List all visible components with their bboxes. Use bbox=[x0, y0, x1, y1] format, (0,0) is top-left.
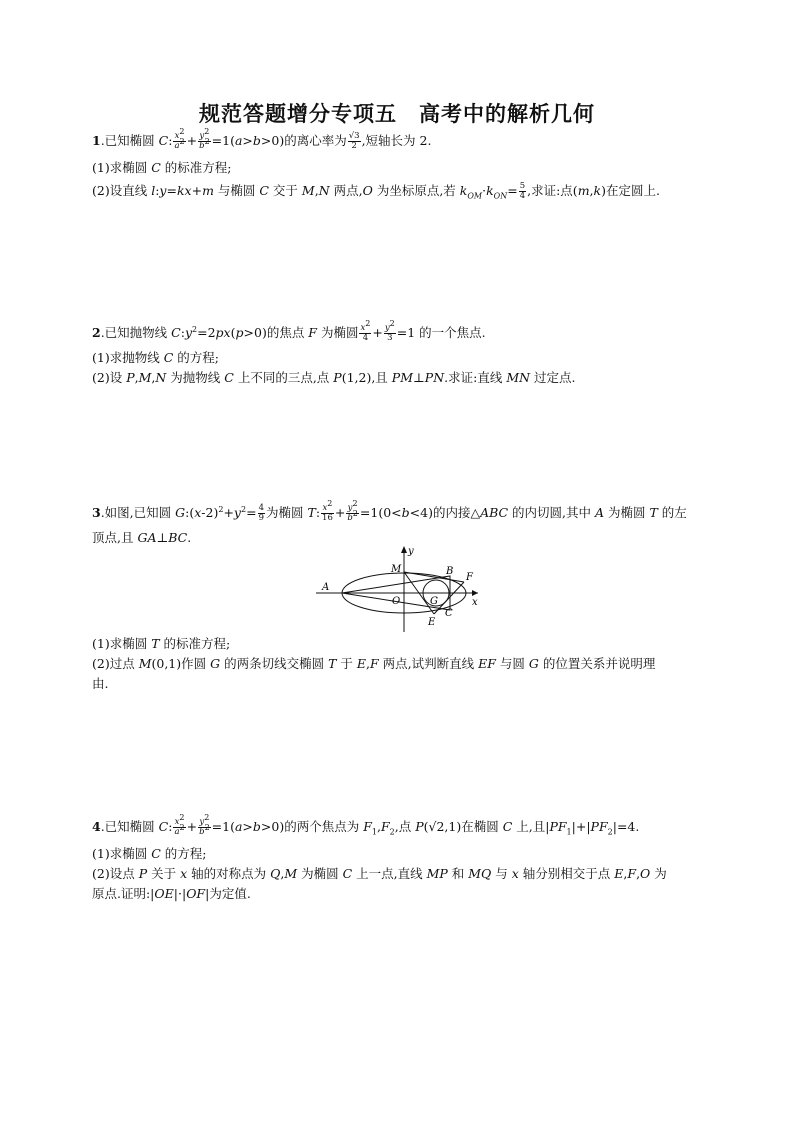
label-b: B bbox=[446, 566, 454, 577]
problem-4-part-1: (1)求椭圆 C 的方程; bbox=[92, 846, 207, 861]
problem-4-stem: 4.已知椭圆 C: $\frac{x^2}{a^2}$ + $\frac{y^2}{b^2}$ =1(a>b>0)的两个焦点为 $F_1,F_2$,点 P(√2,1)在椭圆 C 上,且$|PF_1|+|PF_2|=4$. bbox=[92, 813, 640, 837]
label-x: x bbox=[472, 597, 478, 608]
page-title: 规范答题增分专项五 高考中的解析几何 bbox=[199, 102, 595, 126]
problem-3-part-2-cont: 由. bbox=[92, 676, 109, 691]
problem-3-part-1: (1)求椭圆 T 的标准方程; bbox=[92, 636, 231, 651]
problem-4-part-2-cont: 原点.证明:|OE|·|OF|为定值. bbox=[92, 886, 251, 901]
label-m: M bbox=[391, 564, 402, 575]
label-g: G bbox=[430, 596, 438, 607]
y-axis-arrow-icon bbox=[401, 546, 407, 553]
problem-3-stem: 3.如图,已知圆 $G:(x-2)^2+y^2=$ $\frac{4}{9}$ 为椭圆 T: $\frac{x^2}{16}$ + $\frac{y^2}{b^2}$ =1(0<b<4)的内接△ABC 的内切圆,其中 A 为椭圆 T 的左 bbox=[92, 499, 687, 523]
problem-2-part-1: (1)求抛物线 C 的方程; bbox=[92, 350, 219, 365]
problem-2-stem: 2.已知抛物线 $C:y^2=2px(p>0)$的焦点 F 为椭圆 $\frac{x^2}{4}$ + $\frac{y^2}{3}$ =1 的一个焦点. bbox=[92, 319, 486, 343]
problem-1-part-2: (2)设直线 l:y=kx+m 与椭圆 C 交于 M,N 两点,O 为坐标原点,若 $k_{OM}\cdot k_{ON}=$ $\frac{5}{4}$ ,求证:点(m,k)在定圆上. bbox=[92, 181, 660, 201]
problem-3-stem-cont: 顶点,且 GA⊥BC. bbox=[92, 530, 192, 545]
label-e: E bbox=[428, 617, 436, 628]
problem-2-part-2: (2)设 P,M,N 为抛物线 C 上不同的三点,点 P(1,2),且 PM⊥PN.求证:直线 MN 过定点. bbox=[92, 370, 576, 385]
problem-3-part-2: (2)过点 M(0,1)作圆 G 的两条切线交椭圆 T 于 E,F 两点,试判断直线 EF 与圆 G 的位置关系并说明理 bbox=[92, 656, 656, 671]
x-axis-arrow-icon bbox=[472, 590, 478, 596]
label-c: C bbox=[445, 608, 453, 619]
label-o: O bbox=[392, 596, 401, 607]
problem-1-part-1: (1)求椭圆 C 的标准方程; bbox=[92, 160, 232, 175]
label-a: A bbox=[322, 582, 330, 593]
label-f: F bbox=[466, 572, 473, 583]
problem-4-part-2: (2)设点 P 关于 x 轴的对称点为 Q,M 为椭圆 C 上一点,直线 MP 和 MQ 与 x 轴分别相交于点 E,F,O 为 bbox=[92, 866, 667, 881]
label-y: y bbox=[408, 546, 414, 557]
problem-1-stem: 1.已知椭圆 C: $\frac{x^2}{a^2}$ + $\frac{y^2}{b^2}$ =1(a>b>0)的离心率为 $\frac{√3}{2}$ ,短轴长为 2. bbox=[92, 127, 432, 151]
problem-3-figure bbox=[312, 544, 482, 634]
